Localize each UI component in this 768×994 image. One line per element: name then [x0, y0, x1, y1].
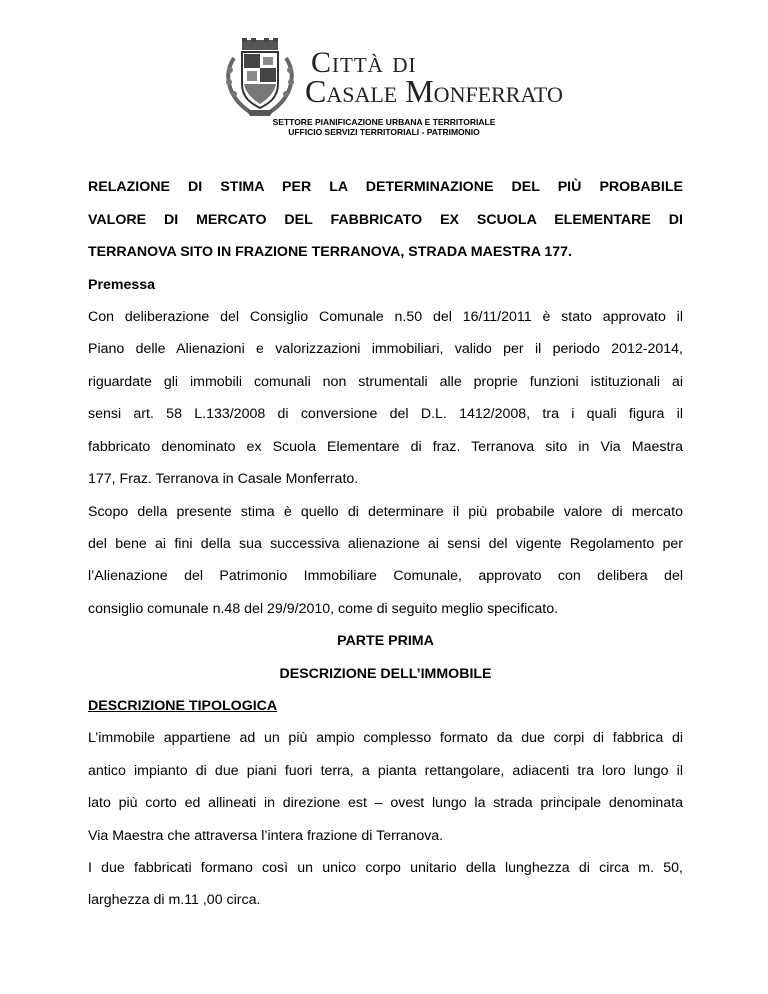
paragraph4-line: larghezza di m.11 ,00 circa. — [88, 892, 261, 908]
paragraph2-line: del bene ai fini della sua successiva alienazione ai sensi del vigente Regolamento per — [88, 536, 683, 552]
paragraph3-line: antico impianto di due piani fuori terra, a pianta rettangolare, adiacenti tra loro lungo il — [88, 763, 683, 779]
paragraph3-line: Via Maestra che attraversa l’intera frazione di Terranova. — [88, 828, 444, 844]
part-heading: PARTE PRIMA — [337, 633, 434, 649]
title-line-1: RELAZIONE DI STIMA PER LA DETERMINAZIONE DEL PIÙ PROBABILE — [88, 179, 683, 195]
paragraph4-line: I due fabbricati formano così un unico corpo unitario della lunghezza di circa m. 50, — [88, 860, 683, 876]
city-name-line2: Casale Monferrato — [305, 73, 563, 109]
paragraph1-line: Piano delle Alienazioni e valorizzazioni immobiliari, valido per il periodo 2012-2014, — [88, 341, 683, 357]
paragraph1-line: sensi art. 58 L.133/2008 di conversione del D.L. 1412/2008, tra i quali figura il — [88, 406, 683, 422]
office-name: UFFICIO SERVIZI TERRITORIALI - PATRIMONIO — [288, 127, 480, 137]
title-line-3: TERRANOVA SITO IN FRAZIONE TERRANOVA, STRADA MAESTRA 177. — [88, 244, 572, 260]
paragraph2-line: consiglio comunale n.48 del 29/9/2010, come di seguito meglio specificato. — [88, 601, 559, 617]
paragraph1-line: Con deliberazione del Consiglio Comunale n.50 del 16/11/2011 è stato approvato il — [88, 309, 683, 325]
paragraph2-line: Scopo della presente stima è quello di determinare il più probabile valore di mercato — [88, 504, 683, 520]
paragraph1-line: 177, Fraz. Terranova in Casale Monferrato. — [88, 471, 359, 487]
city-crest-icon — [220, 38, 300, 118]
city-name-line1: Città di — [311, 46, 417, 79]
paragraph3-line: lato più corto ed allineati in direzione est – ovest lungo la strada principale denominata — [88, 795, 683, 811]
paragraph3-line: L’immobile appartiene ad un più ampio complesso formato da due corpi di fabbrica di — [88, 730, 683, 746]
sector-name: SETTORE PIANIFICAZIONE URBANA E TERRITORIALE — [272, 117, 496, 127]
paragraph2-line: l’Alienazione del Patrimonio Immobiliare Comunale, approvato con delibera del — [88, 568, 683, 584]
paragraph1-line: riguardate gli immobili comunali non strumentali alle proprie funzioni istituzionali ai — [88, 374, 683, 390]
description-heading: DESCRIZIONE DELL’IMMOBILE — [279, 666, 492, 682]
letterhead — [0, 38, 768, 158]
typology-heading-text: DESCRIZIONE TIPOLOGICA — [88, 698, 278, 714]
paragraph1-line: fabbricato denominato ex Scuola Elementare di fraz. Terranova sito in Via Maestra — [88, 439, 683, 455]
typology-heading — [88, 696, 683, 716]
premessa-heading: Premessa — [88, 277, 156, 293]
title-line-2: VALORE DI MERCATO DEL FABBRICATO EX SCUOLA ELEMENTARE DI — [88, 212, 683, 228]
